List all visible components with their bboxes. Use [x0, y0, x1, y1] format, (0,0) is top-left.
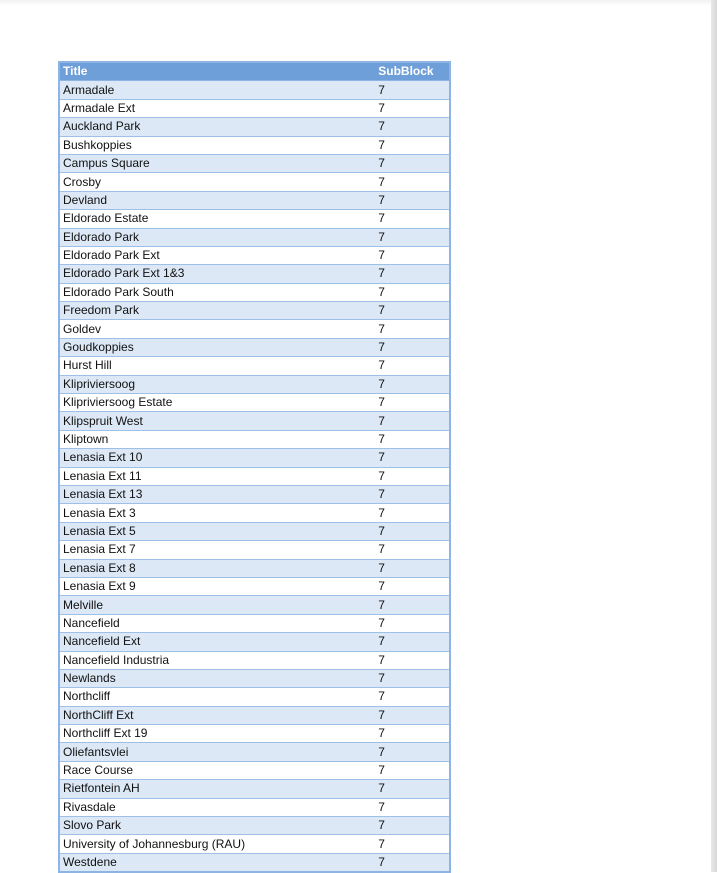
- suburb-title-cell: Melville: [59, 596, 375, 614]
- subblock-value-cell: 7: [375, 394, 450, 412]
- subblock-value-cell: 7: [375, 725, 450, 743]
- table-row: [59, 412, 450, 430]
- subblock-value-cell: 7: [375, 246, 450, 264]
- suburb-title-cell: Rivasdale: [59, 798, 375, 816]
- subblock-value-cell: 7: [375, 798, 450, 816]
- suburb-title-cell: Campus Square: [59, 154, 375, 172]
- suburb-title-cell: Devland: [59, 191, 375, 209]
- subblock-value-cell: 7: [375, 743, 450, 761]
- table-row: [59, 688, 450, 706]
- table-row: [59, 430, 450, 448]
- table-header: [59, 62, 450, 81]
- suburb-title-cell: Eldorado Park Ext: [59, 246, 375, 264]
- subblock-value-cell: 7: [375, 669, 450, 687]
- suburb-title-cell: Northcliff: [59, 688, 375, 706]
- subblock-value-cell: 7: [375, 651, 450, 669]
- suburb-title-cell: Oliefantsvlei: [59, 743, 375, 761]
- suburb-title-cell: Bushkoppies: [59, 136, 375, 154]
- suburb-title-cell: Armadale: [59, 81, 375, 99]
- subblock-value-cell: 7: [375, 485, 450, 503]
- suburb-title-cell: Lenasia Ext 5: [59, 522, 375, 540]
- subblock-value-cell: 7: [375, 780, 450, 798]
- suburb-title-cell: Lenasia Ext 13: [59, 485, 375, 503]
- subblock-value-cell: 7: [375, 173, 450, 191]
- subblock-value-cell: 7: [375, 81, 450, 99]
- suburb-title-cell: Goldev: [59, 320, 375, 338]
- suburb-title-cell: Kliptown: [59, 430, 375, 448]
- suburb-title-cell: Klipspruit West: [59, 412, 375, 430]
- subblock-value-cell: 7: [375, 688, 450, 706]
- suburb-title-cell: Klipriviersoog Estate: [59, 394, 375, 412]
- subblock-value-cell: 7: [375, 835, 450, 853]
- subblock-value-cell: 7: [375, 412, 450, 430]
- suburb-title-cell: Lenasia Ext 7: [59, 541, 375, 559]
- suburb-title-cell: Lenasia Ext 8: [59, 559, 375, 577]
- page-right-edge: [711, 0, 717, 872]
- suburb-title-cell: Northcliff Ext 19: [59, 725, 375, 743]
- subblock-value-cell: 7: [375, 430, 450, 448]
- suburb-title-cell: Armadale Ext: [59, 99, 375, 117]
- table-row: [59, 706, 450, 724]
- subblock-value-cell: 7: [375, 467, 450, 485]
- subblock-value-cell: 7: [375, 504, 450, 522]
- subblock-value-cell: 7: [375, 118, 450, 136]
- table-row: [59, 743, 450, 761]
- suburb-title-cell: Eldorado Park South: [59, 283, 375, 301]
- table-row: [59, 485, 450, 503]
- table-row: [59, 320, 450, 338]
- subblock-value-cell: 7: [375, 853, 450, 872]
- suburb-title-cell: Klipriviersoog: [59, 375, 375, 393]
- table-row: [59, 467, 450, 485]
- table-row: [59, 669, 450, 687]
- table-row: [59, 265, 450, 283]
- table-row: [59, 357, 450, 375]
- suburb-title-cell: Goudkoppies: [59, 338, 375, 356]
- subblock-column-header: SubBlock: [375, 62, 450, 81]
- suburb-title-cell: Nancefield: [59, 614, 375, 632]
- table-row: [59, 449, 450, 467]
- suburb-title-cell: Auckland Park: [59, 118, 375, 136]
- table-row: [59, 228, 450, 246]
- suburb-title-cell: Eldorado Estate: [59, 210, 375, 228]
- table-row: [59, 541, 450, 559]
- table-row: [59, 614, 450, 632]
- suburb-title-cell: Nancefield Industria: [59, 651, 375, 669]
- table-row: [59, 394, 450, 412]
- subblock-value-cell: 7: [375, 302, 450, 320]
- subblock-value-cell: 7: [375, 320, 450, 338]
- table-row: [59, 633, 450, 651]
- suburb-title-cell: University of Johannesburg (RAU): [59, 835, 375, 853]
- subblock-value-cell: 7: [375, 817, 450, 835]
- subblock-value-cell: 7: [375, 154, 450, 172]
- table-body: [59, 81, 450, 872]
- table-row: [59, 522, 450, 540]
- suburb-title-cell: Eldorado Park: [59, 228, 375, 246]
- table-row: [59, 835, 450, 853]
- suburb-title-cell: Lenasia Ext 9: [59, 577, 375, 595]
- subblock-value-cell: 7: [375, 283, 450, 301]
- table-row: [59, 725, 450, 743]
- suburb-title-cell: Newlands: [59, 669, 375, 687]
- table-row: [59, 559, 450, 577]
- subblock-value-cell: 7: [375, 210, 450, 228]
- suburb-title-cell: Crosby: [59, 173, 375, 191]
- subblock-value-cell: 7: [375, 338, 450, 356]
- subblock-value-cell: 7: [375, 357, 450, 375]
- table-row: [59, 798, 450, 816]
- suburb-title-cell: Lenasia Ext 11: [59, 467, 375, 485]
- table-row: [59, 596, 450, 614]
- suburb-title-cell: Westdene: [59, 853, 375, 872]
- subblock-value-cell: 7: [375, 559, 450, 577]
- page-top-shadow: [0, 0, 711, 6]
- suburb-title-cell: Race Course: [59, 761, 375, 779]
- suburb-title-cell: Slovo Park: [59, 817, 375, 835]
- table-row: [59, 577, 450, 595]
- subblock-value-cell: 7: [375, 136, 450, 154]
- subblock-value-cell: 7: [375, 522, 450, 540]
- table-row: [59, 136, 450, 154]
- suburb-title-cell: Eldorado Park Ext 1&3: [59, 265, 375, 283]
- table-row: [59, 817, 450, 835]
- table-row: [59, 173, 450, 191]
- table-row: [59, 338, 450, 356]
- subblock-value-cell: 7: [375, 541, 450, 559]
- table-row: [59, 118, 450, 136]
- table-row: [59, 761, 450, 779]
- subblock-value-cell: 7: [375, 577, 450, 595]
- title-column-header: Title: [59, 62, 375, 81]
- table-row: [59, 375, 450, 393]
- subblock-value-cell: 7: [375, 596, 450, 614]
- subblock-value-cell: 7: [375, 265, 450, 283]
- suburb-title-cell: Hurst Hill: [59, 357, 375, 375]
- subblock-value-cell: 7: [375, 633, 450, 651]
- table-row: [59, 210, 450, 228]
- table-row: [59, 81, 450, 99]
- table-row: [59, 302, 450, 320]
- suburb-title-cell: Lenasia Ext 10: [59, 449, 375, 467]
- subblock-value-cell: 7: [375, 375, 450, 393]
- suburb-title-cell: Rietfontein AH: [59, 780, 375, 798]
- subblock-value-cell: 7: [375, 449, 450, 467]
- subblock-value-cell: 7: [375, 761, 450, 779]
- table-row: [59, 246, 450, 264]
- suburb-title-cell: Nancefield Ext: [59, 633, 375, 651]
- subblock-value-cell: 7: [375, 706, 450, 724]
- table-row: [59, 651, 450, 669]
- suburb-title-cell: Freedom Park: [59, 302, 375, 320]
- table-row: [59, 780, 450, 798]
- header-row: [59, 62, 450, 81]
- subblock-value-cell: 7: [375, 614, 450, 632]
- suburb-subblock-table: [58, 61, 451, 873]
- suburb-title-cell: Lenasia Ext 3: [59, 504, 375, 522]
- table-row: [59, 283, 450, 301]
- table-row: [59, 99, 450, 117]
- subblock-value-cell: 7: [375, 191, 450, 209]
- table-row: [59, 504, 450, 522]
- table-row: [59, 154, 450, 172]
- suburb-title-cell: NorthCliff Ext: [59, 706, 375, 724]
- subblock-value-cell: 7: [375, 228, 450, 246]
- table-row: [59, 853, 450, 872]
- subblock-value-cell: 7: [375, 99, 450, 117]
- table-row: [59, 191, 450, 209]
